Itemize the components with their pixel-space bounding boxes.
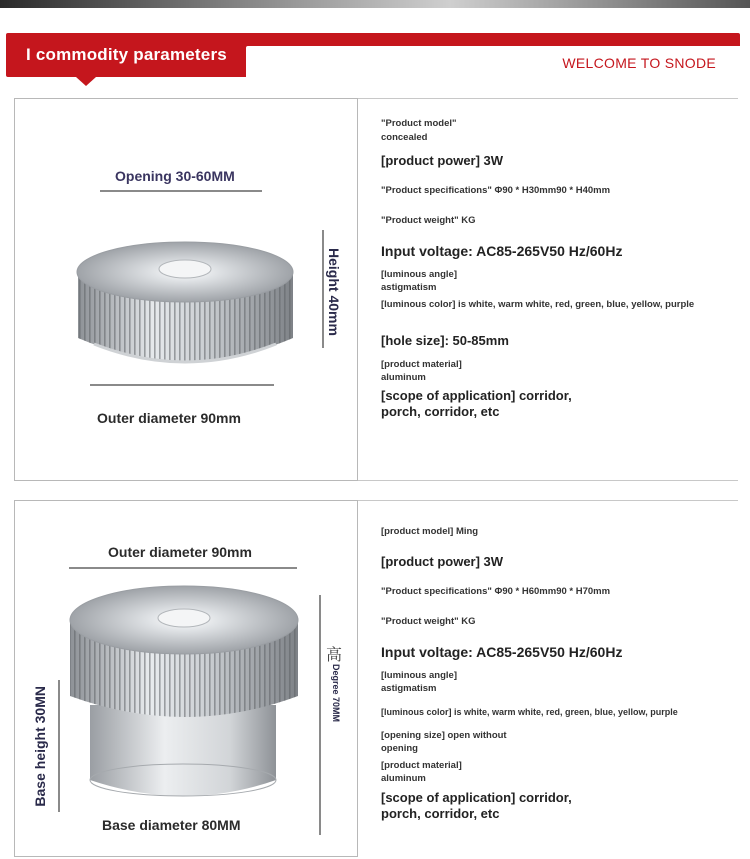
welcome-subtitle: WELCOME TO SNODE <box>562 55 716 71</box>
banner-pointer <box>76 77 96 86</box>
spec-angle-key: [luminous angle] <box>381 670 457 681</box>
spec-scope: [scope of application] corridor, porch, corridor, etc <box>381 790 572 821</box>
spec-material-key: [product material] <box>381 760 462 771</box>
spec-weight: "Product weight" KG <box>381 616 476 627</box>
spec-dimensions: "Product specifications" Φ90 * H30mm90 * H40mm <box>381 185 611 196</box>
product-image-1 <box>14 98 358 481</box>
spec-material-value: aluminum <box>381 773 426 784</box>
spec-voltage: Input voltage: AC85-265V50 Hz/60Hz <box>381 243 623 259</box>
spec-model-key: "Product model" <box>381 118 457 129</box>
outer-diameter-line <box>90 384 274 386</box>
top-decoration-strip <box>0 0 750 8</box>
spec-opening-value: opening <box>381 743 418 754</box>
spec-model-value: concealed <box>381 132 428 143</box>
outer-diameter-label: Outer diameter 90mm <box>108 544 252 560</box>
spec-angle-value: astigmatism <box>381 282 437 293</box>
height-cjk-label: 高 <box>326 645 343 664</box>
spec-opening-key: [opening size] open without <box>381 730 507 741</box>
spec-dimensions: "Product specifications" Φ90 * H60mm90 * H70mm <box>381 586 611 597</box>
section-banner <box>6 33 740 77</box>
panel-bottom-divider <box>358 480 738 481</box>
spec-angle-value: astigmatism <box>381 683 437 694</box>
spec-material-value: aluminum <box>381 372 426 383</box>
spec-angle-key: [luminous angle] <box>381 269 457 280</box>
spec-power: [product power] 3W <box>381 554 504 569</box>
base-diameter-label: Base diameter 80MM <box>102 817 241 833</box>
spec-material-key: [product material] <box>381 359 462 370</box>
spec-voltage: Input voltage: AC85-265V50 Hz/60Hz <box>381 644 623 660</box>
height-label: Height 40mm <box>326 248 342 336</box>
spec-weight: "Product weight" KG <box>381 215 476 226</box>
opening-label: Opening 30-60MM <box>115 168 235 184</box>
base-height-label: Base height 30MN <box>32 686 48 807</box>
spec-model: [product model] Ming <box>381 526 479 537</box>
section-title: I commodity parameters <box>26 45 227 64</box>
spec-power: [product power] 3W <box>381 153 504 168</box>
total-height-line <box>319 595 321 835</box>
spec-hole-size: [hole size]: 50-85mm <box>381 333 509 348</box>
product-image-2 <box>14 500 358 857</box>
product-panel-1 <box>14 98 738 481</box>
panel-top-divider <box>358 98 738 99</box>
spec-color: [luminous color] is white, warm white, red, green, blue, yellow, purple <box>381 707 678 717</box>
heatsink-illustration-2 <box>14 500 358 857</box>
degree-label: Degree 70MM <box>331 664 341 723</box>
height-dimension-line <box>322 230 324 348</box>
spec-color: [luminous color] is white, warm white, red, green, blue, yellow, purple <box>381 299 695 310</box>
panel-top-divider <box>358 500 738 501</box>
base-height-line <box>58 680 60 812</box>
product-panel-2 <box>14 500 738 857</box>
outer-diameter-label: Outer diameter 90mm <box>97 410 241 426</box>
spec-scope: [scope of application] corridor, porch, corridor, etc <box>381 388 572 419</box>
